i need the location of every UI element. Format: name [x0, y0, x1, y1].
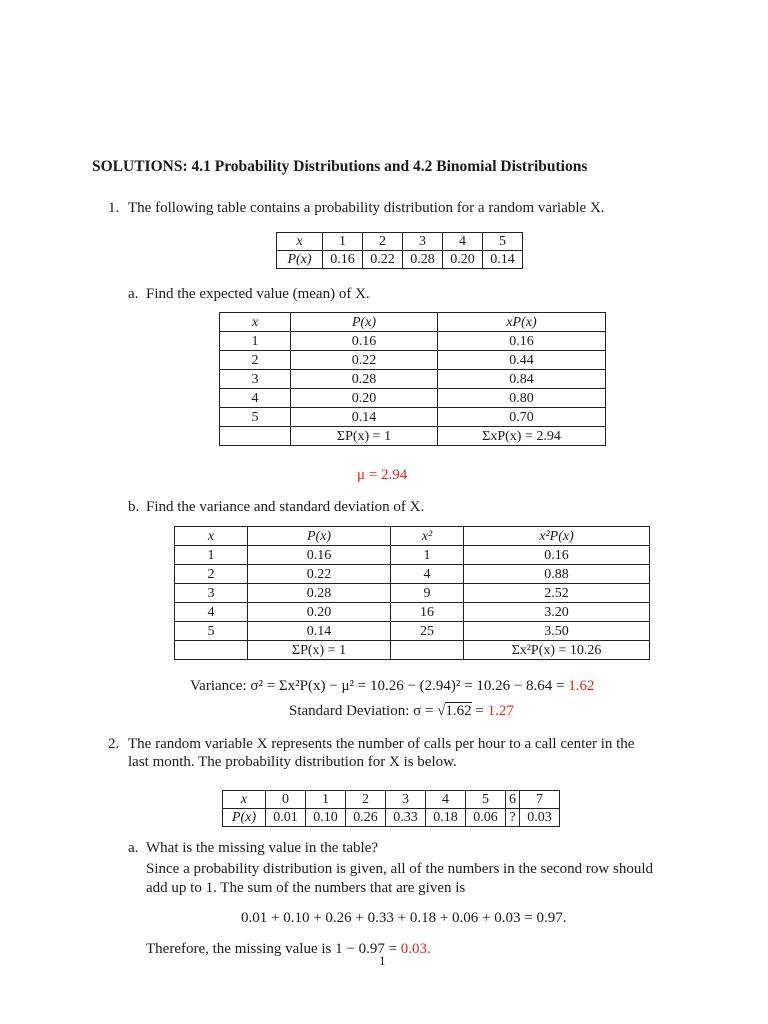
table-cell: 0.20 — [443, 251, 483, 269]
table-header: x — [220, 313, 291, 332]
table-row — [175, 546, 650, 565]
table-cell — [220, 427, 291, 446]
variance-formula: Variance: σ² = Σx²P(x) − μ² = 10.26 − (2.94)² = 10.26 − 8.64 = — [190, 678, 565, 694]
table-row — [220, 408, 606, 427]
table-cell: 1 — [175, 546, 248, 565]
q2-number: 2. — [108, 736, 120, 752]
q2-distribution-table — [222, 790, 560, 827]
table-cell: 0.10 — [306, 809, 346, 827]
table-header: P(x) — [248, 527, 391, 546]
table-row — [277, 233, 523, 251]
table-cell: 0.88 — [464, 565, 650, 584]
table-cell: 0.06 — [466, 809, 506, 827]
q2-text-line2: last month. The probability distribution for X is below. — [128, 754, 457, 770]
mean-result: μ = 2.94 — [357, 467, 408, 483]
table-cell: 0.28 — [403, 251, 443, 269]
table-header: P(x) — [291, 313, 438, 332]
table-cell: 5 — [466, 791, 506, 809]
table-row — [220, 313, 606, 332]
q1-distribution-table — [276, 232, 523, 269]
table-cell: 2 — [220, 351, 291, 370]
table-header: x²P(x) — [464, 527, 650, 546]
table-cell: 3.50 — [464, 622, 650, 641]
q1-text: The following table contains a probability distribution for a random variable X. — [128, 200, 605, 216]
table-cell: 4 — [426, 791, 466, 809]
sd-line: Standard Deviation: σ = √1.62 = 1.27 — [289, 703, 514, 719]
table-cell: 0.20 — [248, 603, 391, 622]
table-cell: 0.33 — [386, 809, 426, 827]
table-cell: 2 — [363, 233, 403, 251]
q1-number: 1. — [108, 200, 120, 216]
table-cell: 0.16 — [248, 546, 391, 565]
table-row — [175, 603, 650, 622]
table-cell: 0.28 — [291, 370, 438, 389]
table-cell: 6 — [506, 791, 520, 809]
q2a-conclusion-line — [146, 941, 431, 958]
q2-text-line1: The random variable X represents the number of calls per hour to a call center in the — [128, 736, 635, 752]
table-cell: 4 — [175, 603, 248, 622]
q2a-answer: 0.03. — [400, 941, 431, 957]
table-row — [277, 251, 523, 269]
table-cell: 0.16 — [464, 546, 650, 565]
table-row — [220, 427, 606, 446]
sqrt-sign: √ — [437, 703, 446, 719]
table-cell: 3.20 — [464, 603, 650, 622]
table-cell: 1 — [323, 233, 363, 251]
table-cell: 0.22 — [363, 251, 403, 269]
table-row — [220, 389, 606, 408]
table-cell: 25 — [391, 622, 464, 641]
table-cell: 4 — [443, 233, 483, 251]
table-row — [223, 809, 560, 827]
q1b-variance-table — [174, 526, 650, 660]
q1a-mean-table — [219, 312, 606, 446]
q2a-conclusion: Therefore, the missing value is 1 − 0.97 = — [146, 941, 398, 957]
table-row — [175, 565, 650, 584]
q2a-explanation-line1: Since a probability distribution is given, all of the numbers in the second row should — [146, 861, 654, 877]
page-number: 1 — [379, 953, 386, 968]
table-cell — [175, 641, 248, 660]
table-cell: 0 — [266, 791, 306, 809]
table-cell: 5 — [483, 233, 523, 251]
table-row — [175, 527, 650, 546]
table-cell: 7 — [520, 791, 560, 809]
table-cell: 0.16 — [323, 251, 363, 269]
q1a-label: a. — [128, 286, 139, 302]
table-cell: 0.44 — [438, 351, 606, 370]
table-cell: 0.22 — [291, 351, 438, 370]
table-cell: 4 — [391, 565, 464, 584]
table-cell: 5 — [220, 408, 291, 427]
table-cell — [391, 641, 464, 660]
table-cell-missing: ? — [506, 809, 520, 827]
table-header-x: x — [223, 791, 266, 809]
table-cell: 5 — [175, 622, 248, 641]
table-row — [220, 351, 606, 370]
table-cell: 3 — [175, 584, 248, 603]
table-cell: 3 — [220, 370, 291, 389]
table-row — [175, 641, 650, 660]
table-header-px: P(x) — [277, 251, 323, 269]
table-cell: 0.18 — [426, 809, 466, 827]
table-cell: 0.14 — [248, 622, 391, 641]
table-cell: 0.14 — [483, 251, 523, 269]
page-title: SOLUTIONS: 4.1 Probability Distributions and 4.2 Binomial Distributions — [92, 158, 588, 175]
q2a-label: a. — [128, 840, 139, 856]
table-cell: 1 — [306, 791, 346, 809]
q2a-sum-equation: 0.01 + 0.10 + 0.26 + 0.33 + 0.18 + 0.06 + 0.03 = 0.97. — [241, 910, 567, 926]
sd-formula: Standard Deviation: σ = — [289, 703, 434, 719]
table-cell: 4 — [220, 389, 291, 408]
table-row — [220, 332, 606, 351]
table-cell: 16 — [391, 603, 464, 622]
table-cell: 0.16 — [438, 332, 606, 351]
table-row — [175, 622, 650, 641]
table-row — [220, 370, 606, 389]
table-header-x: x — [277, 233, 323, 251]
table-cell: 9 — [391, 584, 464, 603]
table-cell: 2.52 — [464, 584, 650, 603]
sd-radicand: 1.62 — [445, 703, 472, 719]
q1b-text: Find the variance and standard deviation of X. — [146, 499, 425, 515]
table-cell: 3 — [386, 791, 426, 809]
q2a-question: What is the missing value in the table? — [146, 840, 379, 856]
table-header: x² — [391, 527, 464, 546]
table-header: x — [175, 527, 248, 546]
table-cell: 0.16 — [291, 332, 438, 351]
table-cell: 0.70 — [438, 408, 606, 427]
table-cell: 0.28 — [248, 584, 391, 603]
table-cell: 0.20 — [291, 389, 438, 408]
table-header: xP(x) — [438, 313, 606, 332]
variance-result: 1.62 — [568, 678, 595, 694]
table-cell: 0.01 — [266, 809, 306, 827]
table-cell: 0.84 — [438, 370, 606, 389]
variance-line — [190, 678, 595, 695]
table-sum-cell: ΣP(x) = 1 — [248, 641, 391, 660]
table-cell: 2 — [346, 791, 386, 809]
table-cell: 0.26 — [346, 809, 386, 827]
table-cell: 0.14 — [291, 408, 438, 427]
table-row — [175, 584, 650, 603]
table-sum-cell: ΣxP(x) = 2.94 — [438, 427, 606, 446]
table-cell: 0.80 — [438, 389, 606, 408]
table-header-px: P(x) — [223, 809, 266, 827]
sd-result: 1.27 — [487, 703, 514, 719]
table-sum-cell: ΣP(x) = 1 — [291, 427, 438, 446]
table-cell: 1 — [391, 546, 464, 565]
q1b-label: b. — [128, 499, 140, 515]
table-cell: 1 — [220, 332, 291, 351]
table-cell: 2 — [175, 565, 248, 584]
q2a-explanation-line2: add up to 1. The sum of the numbers that are given is — [146, 880, 466, 896]
table-sum-cell: Σx²P(x) = 10.26 — [464, 641, 650, 660]
table-cell: 0.03 — [520, 809, 560, 827]
table-cell: 3 — [403, 233, 443, 251]
table-cell: 0.22 — [248, 565, 391, 584]
table-row — [223, 791, 560, 809]
q1a-text: Find the expected value (mean) of X. — [146, 286, 370, 302]
